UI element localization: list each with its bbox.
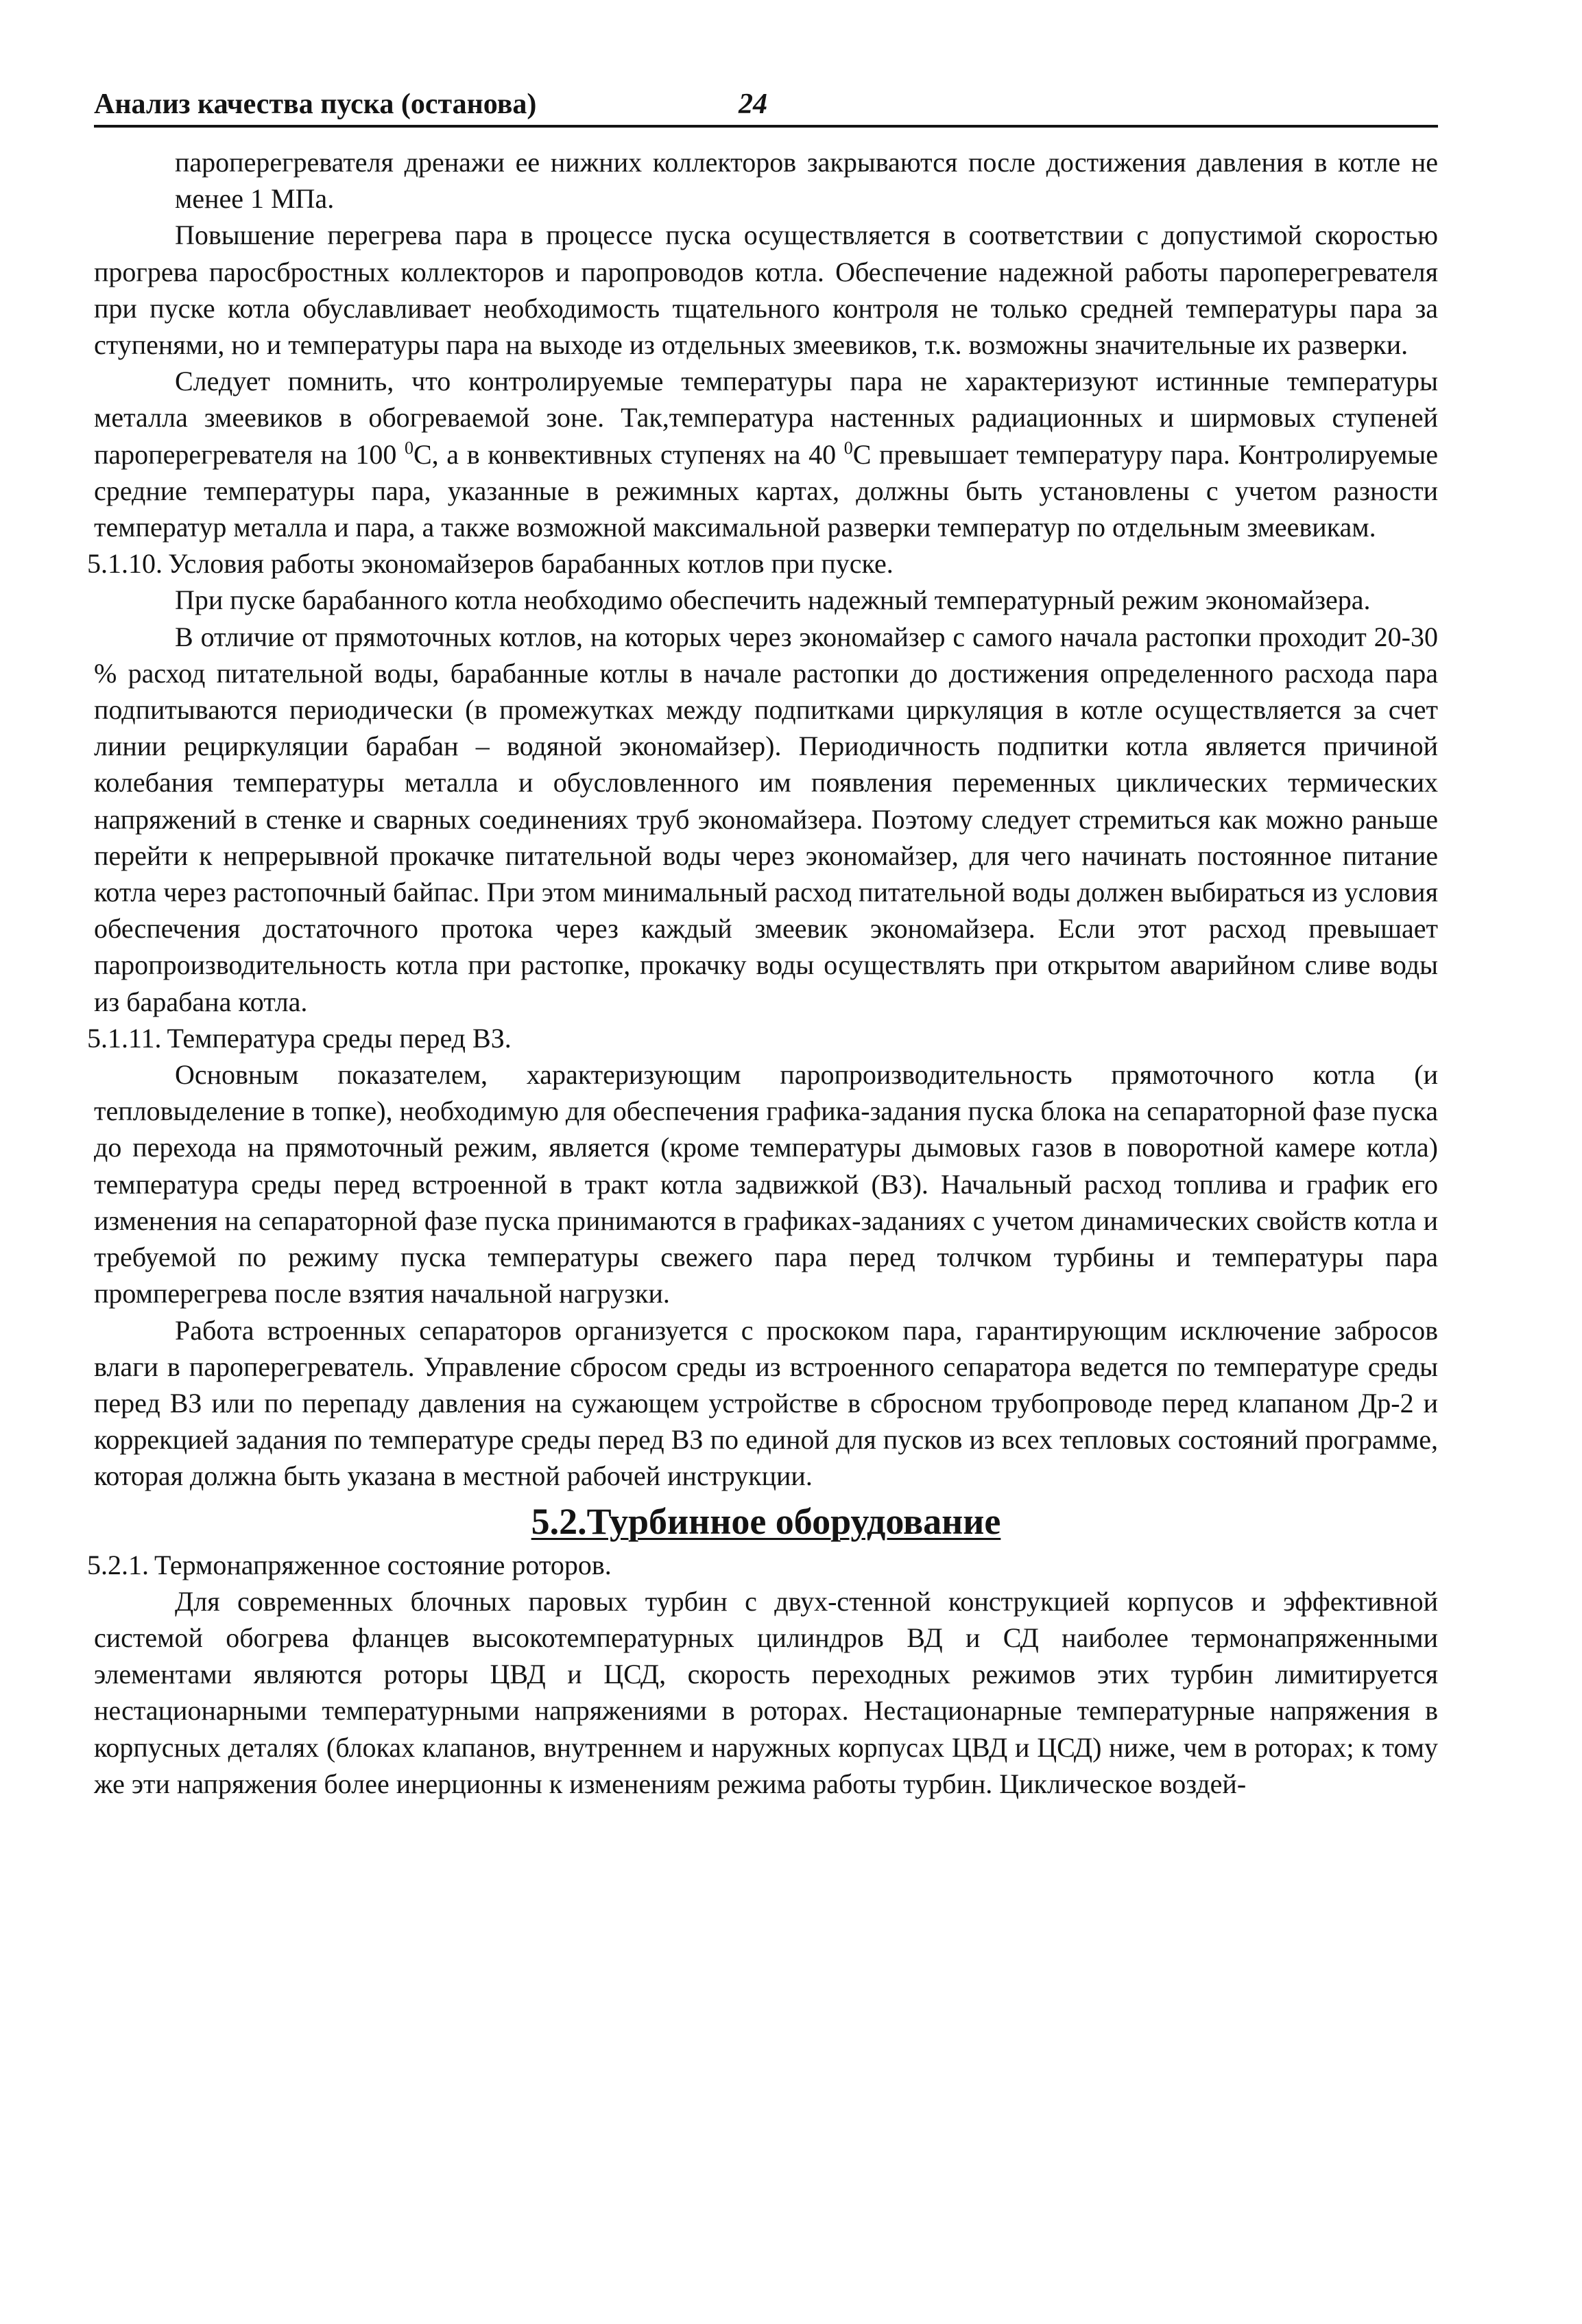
subsection-number: 5.1.11.: [87, 1022, 162, 1054]
subsection-title: Условия работы экономайзеров барабанных котлов при пуске.: [168, 548, 894, 580]
section-heading-text: 5.2.Турбинное оборудование: [531, 1500, 1001, 1542]
subsection-number: 5.2.1.: [87, 1549, 149, 1580]
paragraph-metal-temperature-part3: С превышает температуру пара. Контролируемые средние температуры пара, указанные в режимных картах, должны быть установлены с учетом разности температур металла и пара, а также возможной максимальной разверки температур по отдельным змеевикам.: [94, 438, 1439, 543]
paragraph-separators: Работа встроенных сепараторов организуется с проскоком пара, гарантирующим исключение забросов влаги в пароперегреватель. Управление сбросом среды из встроенного сепаратора ведется по температуре среды перед ВЗ или по перепаду давления на сужающем устройстве в сбросном трубопроводе перед клапаном Др-2 и коррекцией задания по температуре среды перед ВЗ по единой для пусков из всех тепловых состояний программе, которая должна быть указана в местной рабочей инструкции.: [94, 1314, 1438, 1492]
body-text: [87, 144, 1439, 1802]
subsection-5-2-1: [87, 1547, 1438, 1583]
paragraph-steam-superheat: Повышение перегрева пара в процессе пуска осуществляется в соответствии с допустимой скоростью прогрева паросбростных коллекторов и паропроводов котла. Обеспечение надежной работы пароперегревателя при пуске котла обуславливает необходимость тщательного контроля не только средней температуры пара за ступенями, но и температуры пара на выходе из отдельных змеевиков, т.к. возможны значительные их разверки.: [94, 220, 1438, 361]
paragraph-economizer-mode: При пуске барабанного котла необходимо обеспечить надежный температурный режим экономайзера.: [175, 584, 1371, 616]
paragraph-main-indicator: Основным показателем, характеризующим паропроизводительность прямоточного котла (и тепловыделение в топке), необходимую для обеспечения графика-задания пуска блока на сепараторной фазе пуска до перехода на прямоточный режим, является (кроме температуры дымовых газов в поворотной камере котла) температура среды перед встроенной в тракт котла задвижкой (ВЗ). Начальный расход топлива и график его изменения на сепараторной фазе пуска принимаются в графиках-заданиях с учетом динамических свойств котла и требуемой по режиму пуска температуры свежего пара перед толчком турбины и температуры пара промперегрева после взятия начальной нагрузки.: [94, 1059, 1438, 1309]
page-number: 24: [739, 88, 767, 120]
degree-superscript: 0: [843, 438, 853, 458]
subsection-number: 5.1.10.: [87, 548, 163, 580]
paragraph-metal-temperature-part1: Следует помнить, что контролируемые температуры пара не характеризуют истинные температуры металла змеевиков в обогреваемой зоне. Так,температура настенных радиационных и ширмовых ступеней пароперегревателя на 100: [94, 366, 1438, 470]
paragraph-metal-temperature-part2: С, а в конвективных ступенях на 40: [413, 438, 844, 470]
subsection-5-1-10: [87, 545, 1438, 582]
paragraph-turbine-rotors: Для современных блочных паровых турбин с двух-стенной конструкцией корпусов и эффективной системой обогрева фланцев высокотемпературных цилиндров ВД и СД наиболее термонапряженными элементами являются роторы ЦВД и ЦСД, скорость переходных режимов этих турбин лимитируется нестационарными температурными напряжениями в роторах. Нестационарные температурные напряжения в корпусных деталях (блоках клапанов, внутреннем и наружных корпусах ЦВД и ЦСД) ниже, чем в роторах; к тому же эти напряжения более инерционны к изменениям режима работы турбин. Циклическое воздей-: [94, 1585, 1438, 1799]
paragraph-superheater-drains: пароперегревателя дренажи ее нижних коллекторов закрываются после достижения давления в котле не менее 1 МПа.: [175, 147, 1438, 215]
subsection-5-1-11: [87, 1020, 1438, 1056]
section-heading-5-2: [94, 1497, 1438, 1545]
running-header: [94, 84, 1438, 128]
header-title: Анализ качества пуска (останова): [94, 88, 537, 120]
paragraph-drum-boilers: В отличие от прямоточных котлов, на которых через экономайзер с самого начала растопки проходит 20-30 % расход питательной воды, барабанные котлы в начале растопки до достижения определенного расхода пара подпитываются периодически (в промежутках между подпитками циркуляция в котле осуществляется за счет линии рециркуляции барабан – водяной экономайзер). Периодичность подпитки котла является причиной колебания температуры металла и обусловленного им появления переменных циклических термических напряжений в стенке и сварных соединениях труб экономайзера. Поэтому следует стремиться как можно раньше перейти к непрерывной прокачке питательной воды через экономайзер, для чего начинать постоянное питание котла через растопочный байпас. При этом минимальный расход питательной воды должен выбираться из условия обеспечения достаточного протока через каждый змеевик экономайзера. Если этот расход превышает паропроизводительность котла при растопке, прокачку воды осуществлять при открытом аварийном сливе воды из барабана котла.: [94, 621, 1438, 1017]
subsection-title: Термонапряженное состояние роторов.: [154, 1549, 612, 1580]
subsection-title: Температура среды перед ВЗ.: [167, 1022, 512, 1054]
degree-superscript: 0: [404, 438, 414, 458]
paragraph-metal-temperature: [94, 363, 1438, 545]
